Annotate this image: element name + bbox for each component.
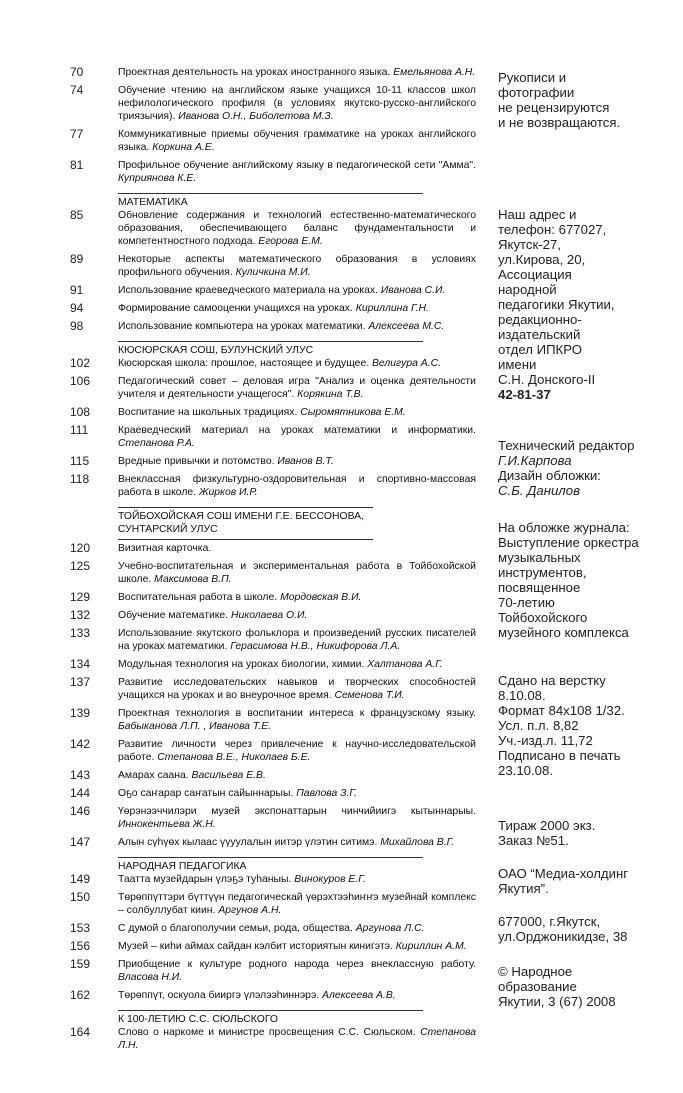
article-title: Развитие личности через привлечение к научно-исследовательской работе.	[118, 739, 476, 763]
article-entry	[118, 707, 476, 733]
article-author: Максимова В.П.	[154, 574, 232, 585]
toc-entry	[70, 455, 476, 468]
cover-line: музыкальных	[498, 550, 581, 565]
address-line: ул.Кирова, 20,	[498, 252, 586, 267]
cover-line: инструментов,	[498, 565, 587, 580]
page-number: 146	[70, 804, 91, 818]
page-number: 149	[70, 872, 91, 886]
toc-entry	[70, 787, 476, 800]
article-entry	[118, 66, 476, 79]
cover-line: посвященное	[498, 580, 581, 595]
print-line: 23.10.08.	[498, 763, 553, 778]
table-of-contents	[70, 66, 476, 1057]
tech-editor-label: Технический редактор	[498, 438, 635, 453]
toc-entry	[70, 891, 476, 917]
page-number: 159	[70, 957, 91, 971]
article-entry	[118, 375, 476, 401]
toc-entry	[70, 989, 476, 1002]
article-author: Семенова Т.И.	[334, 690, 405, 701]
page-number: 102	[70, 356, 91, 370]
toc-entry	[70, 769, 476, 782]
page-number: 137	[70, 675, 91, 689]
article-entry	[118, 627, 476, 653]
article-title: Формирование самооценки учащихся на уроках.	[118, 303, 353, 314]
section-divider	[118, 1010, 423, 1011]
article-title: Педагогический совет – деловая игра "Анализ и оценка деятельности учителя и деятельности учащегося".	[118, 376, 476, 400]
article-author: Иванова О.Н., Биболетова М.З.	[178, 111, 334, 122]
article-author: Аргунов А.Н.	[218, 905, 282, 916]
toc-entry	[70, 253, 476, 279]
page-number: 162	[70, 988, 91, 1002]
toc-entry	[70, 922, 476, 935]
article-entry	[118, 302, 476, 315]
copyright-block	[498, 964, 678, 1009]
page-number: 98	[70, 319, 84, 333]
article-entry	[118, 560, 476, 586]
page-number: 85	[70, 208, 84, 222]
article-title: Үөрэнээччилэри музей экспонаттарын чинчийиигэ кытыннарыы.	[118, 806, 476, 817]
page-number: 139	[70, 706, 91, 720]
toc-entry	[70, 560, 476, 586]
page-number: 143	[70, 768, 91, 782]
article-entry	[118, 406, 476, 419]
article-entry	[118, 787, 476, 800]
article-entry	[118, 209, 476, 248]
article-title: Развитие исследовательских навыков и творческих способностей учащихся на уроках и во внеурочное время.	[118, 677, 476, 701]
article-author: Васильева Е.В.	[191, 770, 266, 781]
note-line: не рецензируются	[498, 100, 610, 115]
article-author: Степанова Л.Н.	[118, 1027, 477, 1051]
address-line: С.Н. Донского-II	[498, 372, 596, 387]
article-author: Корякина Т.В.	[297, 389, 364, 400]
article-author: Степанова В.Е., Николаев Б.Е.	[157, 752, 311, 763]
article-author: Иванов В.Т.	[277, 456, 334, 467]
article-author: Велигура А.С.	[372, 358, 441, 369]
article-author: Иванова С.И.	[380, 285, 446, 296]
page-number: 153	[70, 921, 91, 935]
article-entry	[118, 1026, 476, 1052]
article-title: Использование компьютера на уроках математики.	[118, 321, 366, 332]
note-line: и не возвращаются.	[498, 115, 621, 130]
toc-entry	[70, 958, 476, 984]
article-author: Михайлова В.Г.	[380, 837, 455, 848]
toc-entry	[70, 873, 476, 886]
page-number: 144	[70, 786, 91, 800]
toc-entry	[70, 473, 476, 499]
article-entry	[118, 891, 476, 917]
toc-entry	[70, 627, 476, 653]
article-title: Таатта музейдарын үлэҕэ туһаныы.	[118, 874, 292, 885]
publisher-line: Якутия”.	[498, 881, 549, 896]
publisher-line: ОАО “Медиа-холдинг	[498, 866, 629, 881]
note-line: фотографии	[498, 85, 575, 100]
article-title: Использование якутского фольклора и произведений русских писателей на уроках математики.	[118, 628, 476, 652]
toc-entry	[70, 128, 476, 154]
print-line: 8.10.08.	[498, 688, 546, 703]
article-author: Алексеева М.С.	[368, 321, 445, 332]
print-line: Уч.-изд.л. 11,72	[498, 733, 593, 748]
address-line: Наш адрес и	[498, 207, 577, 222]
article-author: Халтанова А.Г.	[367, 659, 443, 670]
article-author: Иннокентьева Ж.Н.	[118, 819, 216, 830]
article-title: Слово о наркоме и министре просвещения С.С. Сюльском.	[118, 1027, 416, 1038]
article-author: Емельянова А.Н.	[393, 67, 476, 78]
print-line: Формат 84х108 1/32.	[498, 703, 625, 718]
article-entry	[118, 455, 476, 468]
toc-entry	[70, 84, 476, 123]
address-line: народной	[498, 282, 557, 297]
section-header: КЮСЮРСКАЯ СОШ, БУЛУНСКИЙ УЛУС	[118, 345, 314, 356]
toc-entry	[70, 738, 476, 764]
article-entry	[118, 805, 476, 831]
article-author: Степанова Р.А.	[118, 438, 195, 449]
article-title: Обучение чтению на английском языке учащихся 10-11 классов школ нефилологического профиля (в условиях якутско-русско-английского триязычия).	[118, 85, 476, 122]
article-title: Приобщение к культуре родного народа через внеклассную работу.	[118, 959, 476, 970]
page-number: 164	[70, 1025, 91, 1039]
article-title: Вредные привычки и потомство.	[118, 456, 275, 467]
article-title: Профильное обучение английскому языку в педагогической сети "Амма".	[118, 160, 476, 171]
article-author: Куприянова К.Е.	[118, 173, 197, 184]
page-number: 81	[70, 158, 84, 172]
copyright-line: © Народное	[498, 964, 573, 979]
article-title: Алын сүһүөх кылаас үүуулалын иитэр үлэтин ситимэ.	[118, 837, 378, 848]
article-author: Коркина А.Е.	[152, 142, 215, 153]
toc-entry	[70, 805, 476, 831]
section-divider	[118, 507, 373, 508]
article-entry	[118, 769, 476, 782]
order-line: Заказ №51.	[498, 833, 569, 848]
article-author: Павлова З.Г.	[296, 788, 357, 799]
phone-number: 42-81-37	[498, 387, 551, 402]
article-entry	[118, 676, 476, 702]
toc-entry	[70, 676, 476, 702]
article-author: Кириллин А.М.	[395, 941, 467, 952]
manuscripts-note	[498, 70, 678, 130]
toc-entry	[70, 658, 476, 671]
toc-entry	[70, 320, 476, 333]
toc-entry	[70, 209, 476, 248]
article-author: Жирков И.Р.	[198, 487, 258, 498]
article-title: Оҕо саҥарар саҥатын сайыннарыы.	[118, 788, 294, 799]
toc-entry	[70, 357, 476, 370]
article-author: Винокуров Е.Г.	[294, 874, 366, 885]
toc-entry	[70, 66, 476, 79]
article-title: Төрөппүттэри бүттүүн педагогическай үөрэхтээһиҥҥэ музейнай комплекс – солбуллубат киин.	[118, 892, 476, 916]
page-number: 94	[70, 301, 84, 315]
section-header: К 100-ЛЕТИЮ С.С. СЮЛЬСКОГО	[118, 1014, 278, 1025]
publisher-address-line: ул.Орджоникидзе, 38	[498, 929, 628, 944]
address-line: Якутск-27,	[498, 237, 562, 252]
article-entry	[118, 424, 476, 450]
section-divider	[118, 193, 423, 194]
article-title: Обучение математике.	[118, 610, 229, 621]
section-divider	[118, 341, 423, 342]
article-title: Учебно-воспитательная и экспериментальная работа в Тойбохойской школе.	[118, 561, 476, 585]
article-entry	[118, 159, 476, 185]
page-number: 133	[70, 626, 91, 640]
article-entry	[118, 658, 476, 671]
article-author: Бабыканова Л.П. , Иванова Т.Е.	[118, 721, 272, 732]
article-title: Музей – киһи аймах сайдан кэлбит историятын кинигэтэ.	[118, 941, 393, 952]
page-number: 129	[70, 590, 91, 604]
page-number: 91	[70, 283, 84, 297]
section-header: ТОЙБОХОЙСКАЯ СОШ ИМЕНИ Г.Е. БЕССОНОВА,	[118, 511, 364, 522]
article-author: Мордовская В.И.	[280, 592, 362, 603]
page-number: 150	[70, 890, 91, 904]
article-author: Алексеева А.В.	[322, 990, 396, 1001]
page-number: 74	[70, 83, 84, 97]
article-entry	[118, 609, 476, 622]
article-entry	[118, 836, 476, 849]
article-title: Краеведческий материал на уроках математики и информатики.	[118, 425, 476, 436]
page-number: 77	[70, 127, 84, 141]
cover-line: Выступление оркестра	[498, 535, 639, 550]
address-line: телефон: 677027,	[498, 222, 607, 237]
article-title: Визитная карточка.	[118, 543, 212, 554]
page-number: 111	[70, 423, 89, 437]
article-title: Воспитательная работа в школе.	[118, 592, 278, 603]
address-line: издательский	[498, 327, 581, 342]
article-entry	[118, 940, 476, 953]
toc-entry	[70, 542, 476, 555]
article-title: Кюсюрская школа: прошлое, настоящее и будущее.	[118, 358, 370, 369]
article-author: Власова Н.И.	[118, 972, 183, 983]
article-entry	[118, 357, 476, 370]
address-line: Ассоциация	[498, 267, 572, 282]
article-entry	[118, 473, 476, 499]
print-line: Сдано на верстку	[498, 673, 606, 688]
publisher-address	[498, 914, 678, 944]
section-divider	[118, 539, 373, 540]
cover-designer-name: С.Б. Данилов	[498, 483, 580, 498]
article-entry	[118, 591, 476, 604]
article-title: Проектная технология в воспитании интереса к французскому языку.	[118, 708, 476, 719]
page-number: 115	[70, 454, 90, 468]
toc-entry	[70, 406, 476, 419]
publisher-block	[498, 866, 678, 896]
toc-entry	[70, 940, 476, 953]
article-title: Проектная деятельность на уроках иностранного языка.	[118, 67, 391, 78]
note-line: Рукописи и	[498, 70, 567, 85]
toc-entry	[70, 609, 476, 622]
article-title: Обновление содержания и технологий естественно-математического образования, обеспечивающего баланс фундаментальности и компетентностного подхода.	[118, 210, 476, 247]
article-title: Воспитание на школьных традициях.	[118, 407, 298, 418]
cover-designer-label: Дизайн обложки:	[498, 468, 601, 483]
cover-line: Тойбохойского	[498, 610, 588, 625]
publisher-address-line: 677000, г.Якутск,	[498, 914, 601, 929]
toc-entry	[70, 836, 476, 849]
cover-note	[498, 520, 678, 640]
article-entry	[118, 873, 476, 886]
page-number: 108	[70, 405, 91, 419]
article-title: Төрөппүт, оскуола бииргэ үлэлээһиннэрэ.	[118, 990, 320, 1001]
page-number: 118	[70, 472, 90, 486]
print-line: Усл. п.л. 8,82	[498, 718, 579, 733]
article-author: Сыромятникова Е.М.	[300, 407, 406, 418]
article-title: Модульная технология на уроках биологии, химии.	[118, 659, 365, 670]
article-author: Егорова Е.М.	[258, 236, 323, 247]
article-entry	[118, 542, 476, 555]
article-title: Внеклассная физкультурно-оздоровительная и спортивно-массовая работа в школе.	[118, 474, 476, 498]
section-header: НАРОДНАЯ ПЕДАГОГИКА	[118, 861, 247, 872]
article-title: Некоторые аспекты математического образования в условиях профильного обучения.	[118, 254, 476, 278]
toc-entry	[70, 1026, 476, 1052]
cover-line: музейного комплекса	[498, 625, 629, 640]
article-entry	[118, 738, 476, 764]
address-block	[498, 207, 678, 402]
article-entry	[118, 922, 476, 935]
toc-entry	[70, 375, 476, 401]
toc-entry	[70, 424, 476, 450]
article-title: Амарах саана.	[118, 770, 189, 781]
article-title: С думой о благополучии семьи, рода, общества.	[118, 923, 353, 934]
cover-line: На обложке журнала:	[498, 520, 630, 535]
article-entry	[118, 84, 476, 123]
article-entry	[118, 284, 476, 297]
circulation-line: Тираж 2000 экз.	[498, 818, 596, 833]
section-header: МАТЕМАТИКА	[118, 197, 188, 208]
section-header: СУНТАРСКИЙ УЛУС	[118, 524, 218, 535]
article-entry	[118, 320, 476, 333]
article-title: Коммуникативные приемы обучения грамматике на уроках английского языка.	[118, 129, 476, 153]
page-number: 142	[70, 737, 91, 751]
article-entry	[118, 128, 476, 154]
article-title: Использование краеведческого материала на уроках.	[118, 285, 378, 296]
address-line: отдел ИПКРО	[498, 342, 582, 357]
article-entry	[118, 253, 476, 279]
print-details	[498, 673, 678, 778]
article-author: Николаева О.И.	[231, 610, 308, 621]
page-number: 134	[70, 657, 91, 671]
address-line: педагогики Якутии,	[498, 297, 615, 312]
page-number: 132	[70, 608, 91, 622]
toc-entry	[70, 159, 476, 185]
print-line: Подписано в печать	[498, 748, 621, 763]
cover-line: 70-летию	[498, 595, 555, 610]
address-line: имени	[498, 357, 537, 372]
page-number: 120	[70, 541, 91, 555]
article-entry	[118, 958, 476, 984]
copyright-line: образование	[498, 979, 577, 994]
article-author: Кириллина Г.Н.	[355, 303, 429, 314]
page-number: 125	[70, 559, 91, 573]
toc-entry	[70, 591, 476, 604]
editors-block	[498, 438, 678, 498]
article-author: Аргунова Л.С.	[355, 923, 425, 934]
tech-editor-name: Г.И.Карпова	[498, 453, 572, 468]
toc-entry	[70, 707, 476, 733]
page-number: 70	[70, 65, 84, 79]
section-divider	[118, 857, 423, 858]
article-entry	[118, 989, 476, 1002]
toc-entry	[70, 302, 476, 315]
address-line: редакционно-	[498, 312, 582, 327]
page-number: 106	[70, 374, 91, 388]
page-number: 156	[70, 939, 91, 953]
article-author: Герасимова Н.В., Никифорова Л.А.	[230, 641, 401, 652]
circulation-block	[498, 818, 678, 848]
toc-entry	[70, 284, 476, 297]
page-number: 89	[70, 252, 84, 266]
copyright-line: Якутии, 3 (67) 2008	[498, 994, 616, 1009]
article-author: Куличкина М.И.	[235, 267, 311, 278]
page-number: 147	[70, 835, 91, 849]
